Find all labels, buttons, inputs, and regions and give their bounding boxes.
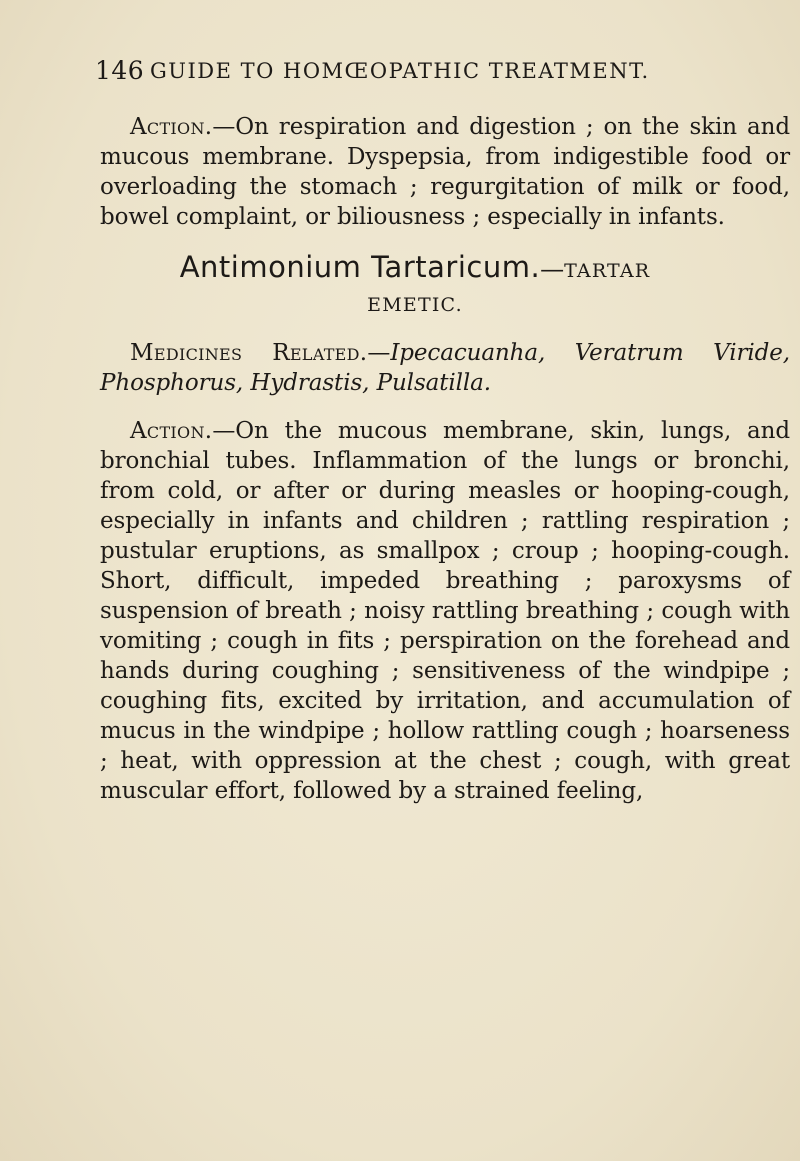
related-medicine: Pulsatilla.: [376, 370, 491, 396]
action-paragraph-2: [100, 416, 790, 806]
remedy-name: Antimonium Tartaricum.: [179, 250, 541, 284]
remedy-common-name-2: EMETIC.: [367, 294, 463, 316]
action-paragraph-1: [100, 112, 790, 232]
related-medicine: Veratrum Viride,: [574, 340, 790, 366]
remedy-dash: —: [540, 255, 565, 283]
remedy-common-name-1: TARTAR: [564, 260, 651, 282]
running-head: GUIDE TO HOMŒOPATHIC TREATMENT.: [150, 59, 650, 83]
action-label: Action.: [130, 114, 213, 140]
remedy-heading: [100, 250, 790, 322]
action-text: —On respiration and digestion ; on the skin and mucous membrane. Dyspepsia, from indigestible food or overloading the stomach ; regurgitation of milk or food, bowel complaint, or biliousness ; especially in infants.: [100, 114, 790, 230]
body-text: [100, 112, 790, 806]
related-medicine: Ipecacuanha,: [390, 340, 546, 366]
medicines-related-paragraph: [100, 338, 790, 398]
action-text: —On the mucous membrane, skin, lungs, and bronchial tubes. Inflammation of the lungs or bronchi, from cold, or after or during measles or hooping-cough, especially in infants and children ; rattling respiration ; pustular eruptions, as smallpox ; croup ; hooping-cough. Short, difficult, impeded breathing ; paroxysms of suspension of breath ; noisy rattling breathing ; cough with vomiting ; cough in fits ; perspiration on the forehead and hands during coughing ; sensitiveness of the windpipe ; coughing fits, excited by irritation, and accumulation of mucus in the windpipe ; hollow rattling cough ; hoarseness ; heat, with oppression at the chest ; cough, with great muscular effort, followed by a strained feeling,: [100, 418, 790, 804]
related-medicine: Phosphorus,: [100, 370, 244, 396]
medicines-related-label: Medicines Related.: [130, 340, 368, 366]
page-header: [0, 56, 800, 92]
medicines-related-dash: —: [367, 340, 391, 366]
page-number: 146: [95, 56, 145, 85]
related-medicine: Hydrastis,: [250, 370, 370, 396]
action-label: Action.: [130, 418, 213, 444]
